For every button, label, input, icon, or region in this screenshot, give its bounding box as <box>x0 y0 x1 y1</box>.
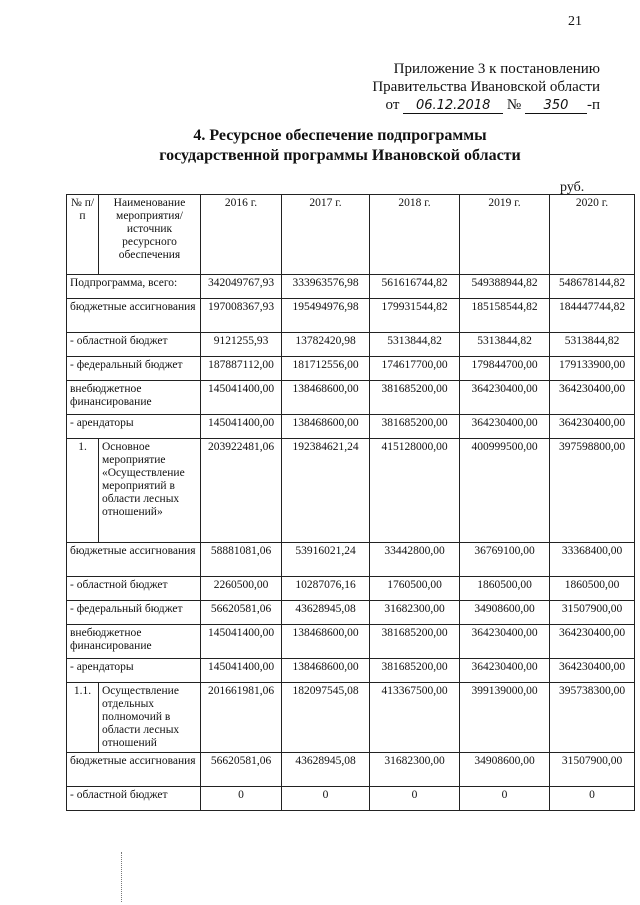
row-value: 184447744,82 <box>550 299 635 333</box>
row-value: 5313844,82 <box>370 333 460 357</box>
row-value: 201661981,06 <box>201 683 282 753</box>
row-value: 381685200,00 <box>370 659 460 683</box>
row-value: 0 <box>550 787 635 811</box>
row-value: 0 <box>201 787 282 811</box>
row-value: 10287076,16 <box>282 577 370 601</box>
row-value: 31682300,00 <box>370 753 460 787</box>
row-value: 145041400,00 <box>201 659 282 683</box>
table-row <box>67 683 635 753</box>
row-value: 364230400,00 <box>460 415 550 439</box>
row-value: 145041400,00 <box>201 625 282 659</box>
header-year: 2016 г. <box>201 195 282 275</box>
row-value: 179931544,82 <box>370 299 460 333</box>
row-label: бюджетные ассигнования <box>67 543 201 577</box>
table-header-row <box>67 195 635 275</box>
header-year: 2018 г. <box>370 195 460 275</box>
row-value: 1860500,00 <box>550 577 635 601</box>
title-line-1: 4. Ресурсное обеспечение подпрограммы <box>193 127 487 144</box>
row-value: 53916021,24 <box>282 543 370 577</box>
row-value: 187887112,00 <box>201 357 282 381</box>
row-value: 34908600,00 <box>460 753 550 787</box>
row-value: 364230400,00 <box>550 659 635 683</box>
row-label: - арендаторы <box>67 659 201 683</box>
row-value: 33368400,00 <box>550 543 635 577</box>
row-value: 1860500,00 <box>460 577 550 601</box>
table-row <box>67 659 635 683</box>
row-value: 395738300,00 <box>550 683 635 753</box>
table-row <box>67 333 635 357</box>
handwritten-number: 350 <box>525 98 587 114</box>
row-value: 36769100,00 <box>460 543 550 577</box>
row-value: 197008367,93 <box>201 299 282 333</box>
row-value: 364230400,00 <box>550 381 635 415</box>
row-value: 381685200,00 <box>370 415 460 439</box>
row-value: 381685200,00 <box>370 381 460 415</box>
number-suffix: -п <box>586 97 600 113</box>
row-value: 43628945,08 <box>282 601 370 625</box>
row-value: 174617700,00 <box>370 357 460 381</box>
appendix-line-2: Правительства Ивановской области <box>372 79 600 95</box>
row-value: 192384621,24 <box>282 439 370 543</box>
row-label: - областной бюджет <box>67 577 201 601</box>
row-value: 138468600,00 <box>282 659 370 683</box>
table-row <box>67 415 635 439</box>
row-value: 549388944,82 <box>460 275 550 299</box>
row-value: 179133900,00 <box>550 357 635 381</box>
row-value: 0 <box>370 787 460 811</box>
header-year: 2020 г. <box>550 195 635 275</box>
row-value: 56620581,06 <box>201 601 282 625</box>
table-row <box>67 299 635 333</box>
row-label: внебюджетное финансирование <box>67 381 201 415</box>
row-value: 397598800,00 <box>550 439 635 543</box>
document-title <box>40 126 640 166</box>
row-label: бюджетные ассигнования <box>67 753 201 787</box>
page-number: 21 <box>568 14 582 29</box>
row-value: 413367500,00 <box>370 683 460 753</box>
row-value: 5313844,82 <box>460 333 550 357</box>
row-number: 1. <box>67 439 99 543</box>
row-value: 5313844,82 <box>550 333 635 357</box>
row-label: - арендаторы <box>67 415 201 439</box>
title-line-2: государственной программы Ивановской области <box>159 147 521 164</box>
row-label: - федеральный бюджет <box>67 601 201 625</box>
row-value: 56620581,06 <box>201 753 282 787</box>
header-name: Наименование мероприятия/ источник ресурсного обеспечения <box>99 195 201 275</box>
row-value: 364230400,00 <box>460 381 550 415</box>
row-value: 561616744,82 <box>370 275 460 299</box>
row-value: 182097545,08 <box>282 683 370 753</box>
row-value: 203922481,06 <box>201 439 282 543</box>
row-label: - областной бюджет <box>67 333 201 357</box>
row-label: Основное мероприятие «Осуществление мероприятий в области лесных отношений» <box>99 439 201 543</box>
resource-table <box>66 194 635 811</box>
row-value: 400999500,00 <box>460 439 550 543</box>
row-value: 333963576,98 <box>282 275 370 299</box>
number-label: № <box>506 97 522 113</box>
row-value: 399139000,00 <box>460 683 550 753</box>
row-value: 9121255,93 <box>201 333 282 357</box>
row-value: 548678144,82 <box>550 275 635 299</box>
table-row <box>67 753 635 787</box>
row-value: 31507900,00 <box>550 753 635 787</box>
currency-unit: руб. <box>560 180 585 195</box>
row-value: 0 <box>460 787 550 811</box>
table-row <box>67 543 635 577</box>
from-label: от <box>385 97 400 113</box>
row-value: 381685200,00 <box>370 625 460 659</box>
row-value: 415128000,00 <box>370 439 460 543</box>
row-value: 138468600,00 <box>282 381 370 415</box>
row-value: 13782420,98 <box>282 333 370 357</box>
row-value: 181712556,00 <box>282 357 370 381</box>
row-value: 1760500,00 <box>370 577 460 601</box>
table-row <box>67 381 635 415</box>
table-row <box>67 625 635 659</box>
row-value: 34908600,00 <box>460 601 550 625</box>
row-value: 31507900,00 <box>550 601 635 625</box>
row-value: 195494976,98 <box>282 299 370 333</box>
appendix-header <box>340 60 600 114</box>
row-number: 1.1. <box>67 683 99 753</box>
row-value: 31682300,00 <box>370 601 460 625</box>
row-value: 364230400,00 <box>460 659 550 683</box>
row-value: 185158544,82 <box>460 299 550 333</box>
table-row <box>67 601 635 625</box>
header-year: 2017 г. <box>282 195 370 275</box>
row-label: Подпрограмма, всего: <box>67 275 201 299</box>
row-label: внебюджетное финансирование <box>67 625 201 659</box>
table-row <box>67 357 635 381</box>
row-value: 58881081,06 <box>201 543 282 577</box>
row-value: 43628945,08 <box>282 753 370 787</box>
row-value: 138468600,00 <box>282 415 370 439</box>
table-row <box>67 787 635 811</box>
row-value: 2260500,00 <box>201 577 282 601</box>
header-num: № п/п <box>67 195 99 275</box>
row-value: 364230400,00 <box>460 625 550 659</box>
row-label: Осуществление отдельных полномочий в области лесных отношений <box>99 683 201 753</box>
margin-mark <box>121 852 122 902</box>
row-value: 342049767,93 <box>201 275 282 299</box>
table-row <box>67 577 635 601</box>
header-year: 2019 г. <box>460 195 550 275</box>
row-value: 364230400,00 <box>550 625 635 659</box>
row-value: 145041400,00 <box>201 381 282 415</box>
appendix-date-line <box>340 96 600 114</box>
row-value: 138468600,00 <box>282 625 370 659</box>
row-value: 33442800,00 <box>370 543 460 577</box>
row-label: бюджетные ассигнования <box>67 299 201 333</box>
row-value: 0 <box>282 787 370 811</box>
row-value: 145041400,00 <box>201 415 282 439</box>
row-value: 364230400,00 <box>550 415 635 439</box>
table-row <box>67 275 635 299</box>
table-row <box>67 439 635 543</box>
row-label: - федеральный бюджет <box>67 357 201 381</box>
appendix-line-1: Приложение 3 к постановлению <box>393 61 600 77</box>
handwritten-date: 06.12.2018 <box>403 98 503 114</box>
row-label: - областной бюджет <box>67 787 201 811</box>
row-value: 179844700,00 <box>460 357 550 381</box>
